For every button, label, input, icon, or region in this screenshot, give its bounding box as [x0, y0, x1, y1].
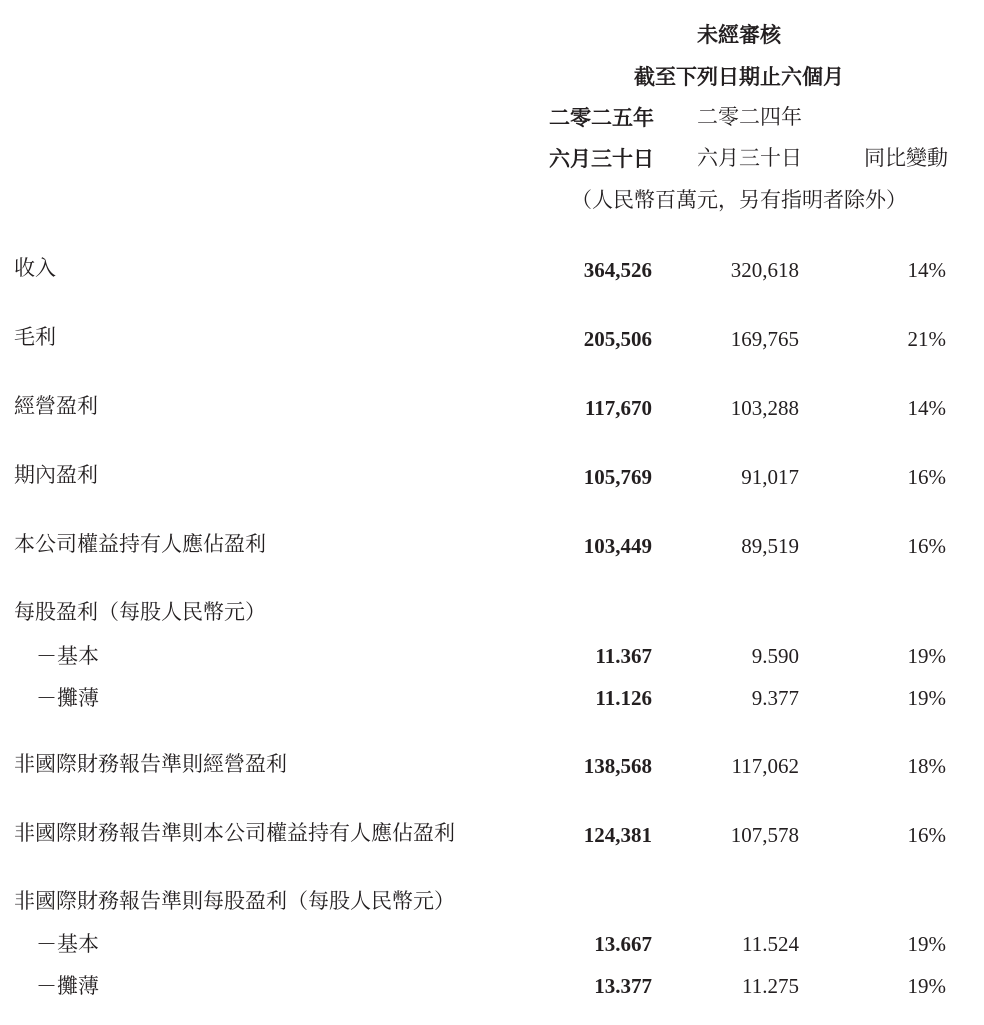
col1-date: 六月三十日 — [549, 146, 654, 171]
row-value-2025: 105,769 — [583, 465, 652, 489]
row-value-2024: 9.377 — [751, 686, 799, 710]
row-label-non-ifrs-eps-diluted: －攤薄 — [36, 974, 99, 998]
row-value-2024: 320,618 — [730, 258, 799, 282]
row-value-2024: 117,062 — [731, 754, 799, 778]
row-value-2025: 364,526 — [583, 258, 652, 282]
row-value-yoy: 16% — [907, 534, 946, 558]
row-value-2025: 117,670 — [584, 396, 652, 420]
col1-year: 二零二五年 — [549, 105, 654, 130]
row-value-2024: 9.590 — [751, 644, 799, 668]
header-period: 截至下列日期止六個月 — [634, 64, 844, 89]
row-value-2024: 89,519 — [741, 534, 799, 558]
row-value-2024: 107,578 — [730, 823, 799, 847]
row-label-gross-profit: 毛利 — [14, 325, 56, 349]
row-label-period-profit: 期內盈利 — [14, 463, 98, 487]
row-label-non-ifrs-operating-profit: 非國際財務報告準則經營盈利 — [14, 752, 287, 776]
row-value-yoy: 16% — [907, 465, 946, 489]
col3-yoy-header: 同比變動 — [864, 146, 948, 170]
row-value-2024: 91,017 — [741, 465, 799, 489]
header-unaudited: 未經審核 — [697, 22, 781, 47]
row-value-yoy: 16% — [907, 823, 946, 847]
col2-year: 二零二四年 — [697, 105, 802, 129]
row-value-2025: 11.126 — [595, 686, 652, 710]
row-value-2025: 11.367 — [595, 644, 652, 668]
row-value-2025: 13.667 — [594, 932, 652, 956]
row-value-yoy: 19% — [907, 686, 946, 710]
row-label-operating-profit: 經營盈利 — [14, 394, 98, 418]
row-value-yoy: 19% — [907, 974, 946, 998]
row-label-attributable-profit: 本公司權益持有人應佔盈利 — [14, 532, 266, 556]
row-label-non-ifrs-eps-heading: 非國際財務報告準則每股盈利（每股人民幣元） — [14, 889, 455, 913]
unit-note: （人民幣百萬元，另有指明者除外） — [571, 188, 907, 212]
row-value-2025: 103,449 — [583, 534, 652, 558]
row-label-revenue: 收入 — [14, 256, 56, 280]
row-value-2025: 13.377 — [594, 974, 652, 998]
col2-date: 六月三十日 — [697, 146, 802, 170]
row-label-eps-diluted: －攤薄 — [36, 686, 99, 710]
row-value-2025: 124,381 — [583, 823, 652, 847]
row-label-non-ifrs-attributable-profit: 非國際財務報告準則本公司權益持有人應佔盈利 — [14, 821, 455, 845]
row-value-2025: 205,506 — [583, 327, 652, 351]
row-label-eps-heading: 每股盈利（每股人民幣元） — [14, 600, 266, 624]
row-value-yoy: 21% — [907, 327, 946, 351]
row-value-yoy: 19% — [907, 644, 946, 668]
row-value-yoy: 14% — [907, 396, 946, 420]
row-value-2024: 169,765 — [730, 327, 799, 351]
row-value-yoy: 18% — [907, 754, 946, 778]
row-value-2024: 11.275 — [742, 974, 799, 998]
row-value-2025: 138,568 — [583, 754, 652, 778]
row-label-eps-basic: －基本 — [36, 644, 99, 668]
row-value-yoy: 14% — [907, 258, 946, 282]
row-value-yoy: 19% — [907, 932, 946, 956]
row-value-2024: 103,288 — [730, 396, 799, 420]
row-label-non-ifrs-eps-basic: －基本 — [36, 932, 99, 956]
row-value-2024: 11.524 — [742, 932, 799, 956]
